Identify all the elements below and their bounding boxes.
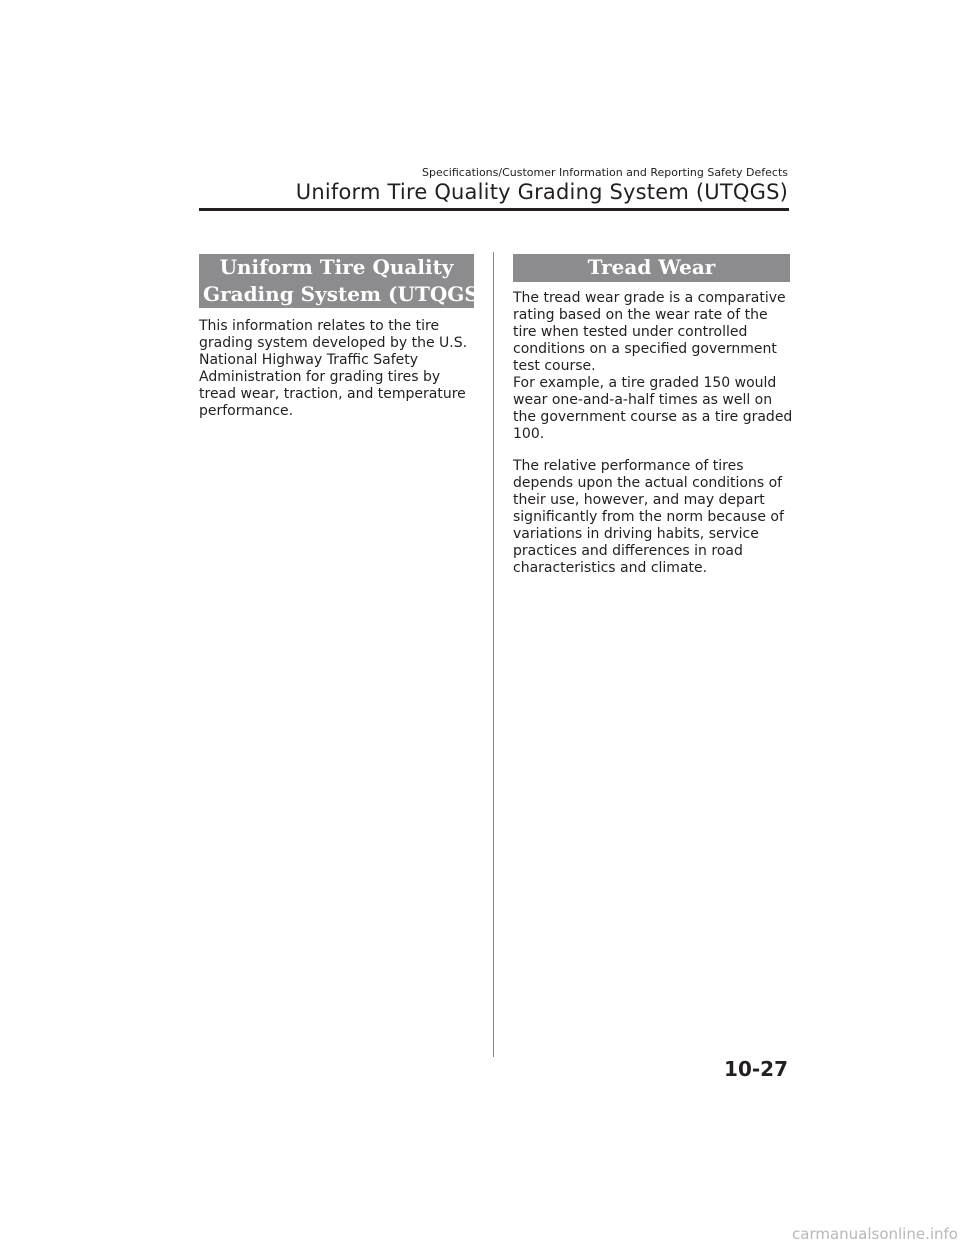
text-line: the government course as a tire graded — [513, 409, 793, 425]
page-title: Uniform Tire Quality Grading System (UTQGS) — [295, 180, 788, 204]
heading-line: Grading System (UTQGS) — [203, 282, 489, 306]
text-line: variations in driving habits, service — [513, 526, 759, 542]
text-line: rating based on the wear rate of the — [513, 307, 768, 323]
utqgs-section-heading — [199, 254, 489, 308]
tread-wear-heading: Tread Wear — [513, 254, 790, 282]
text-line: tread wear, traction, and temperature — [199, 386, 466, 402]
text-line: tire when tested under controlled — [513, 324, 748, 340]
text-line: The tread wear grade is a comparative — [513, 290, 786, 306]
text-line: 100. — [513, 426, 545, 442]
text-line: significantly from the norm because of — [513, 509, 784, 525]
text-line: performance. — [199, 403, 294, 419]
text-line: wear one-and-a-half times as well on — [513, 392, 773, 408]
text-line: characteristics and climate. — [513, 560, 708, 576]
text-line: grading system developed by the U.S. — [199, 335, 468, 351]
text-line: conditions on a specified government — [513, 341, 777, 357]
page-number: 10-27 — [724, 1057, 788, 1081]
heading-line: Uniform Tire Quality — [219, 255, 454, 279]
tread-wear-paragraph — [513, 290, 792, 443]
header-divider — [199, 208, 789, 211]
utqgs-intro-paragraph — [199, 318, 467, 420]
text-line: depends upon the actual conditions of — [513, 475, 783, 491]
text-line: This information relates to the tire — [199, 318, 440, 334]
text-line: their use, however, and may depart — [513, 492, 765, 508]
text-line: practices and differences in road — [513, 543, 743, 559]
text-line: National Highway Traffic Safety — [199, 352, 419, 368]
site-watermark: carmanualsonline.info — [792, 1225, 958, 1243]
relative-performance-paragraph — [513, 458, 784, 577]
text-line: The relative performance of tires — [513, 458, 744, 474]
section-breadcrumb: Specifications/Customer Information and Reporting Safety Defects — [422, 166, 788, 179]
text-line: test course. — [513, 358, 596, 374]
column-divider — [493, 252, 494, 1057]
text-line: Administration for grading tires by — [199, 369, 441, 385]
text-line: For example, a tire graded 150 would — [513, 375, 777, 391]
